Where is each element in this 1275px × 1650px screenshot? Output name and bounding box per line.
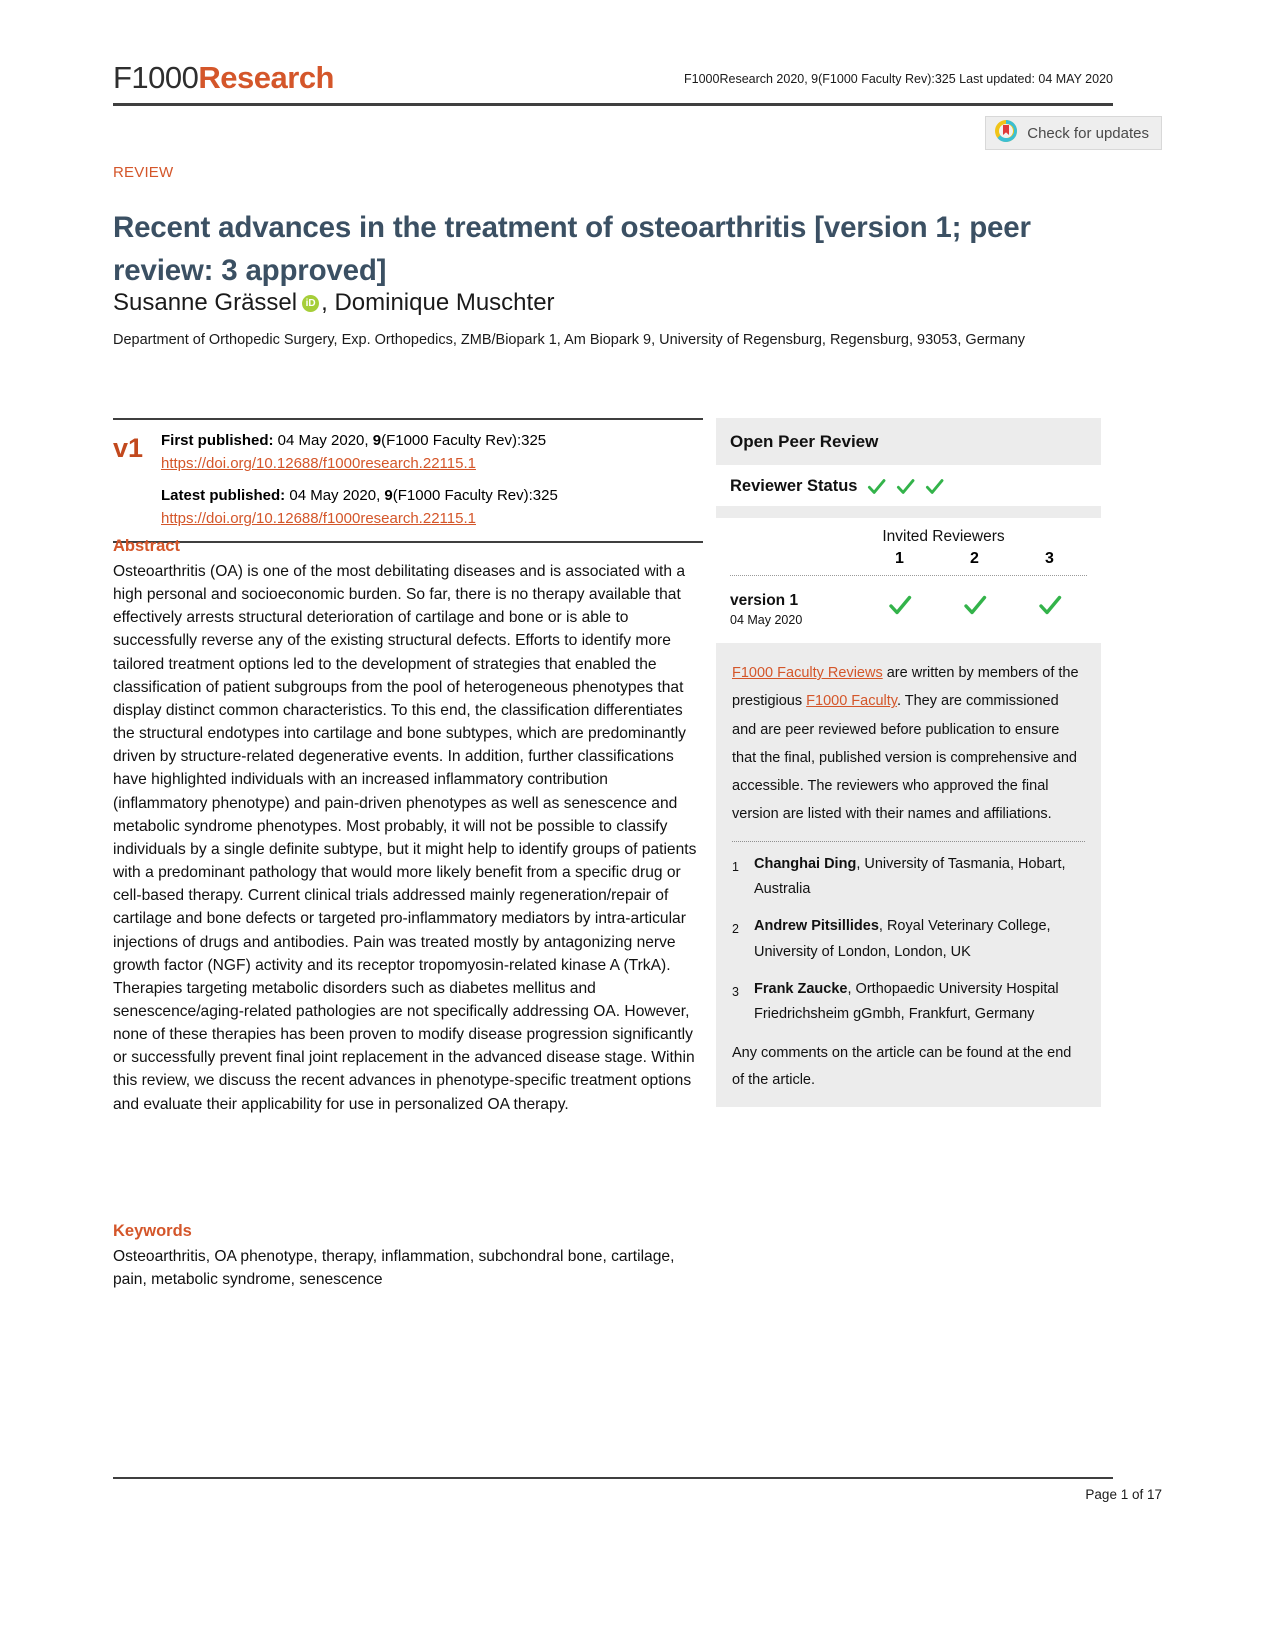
first-published-date: 04 May 2020, <box>273 432 373 449</box>
reviewer-status-row <box>716 465 1101 506</box>
first-published-doi-link[interactable]: https://doi.org/10.12688/f1000research.22115.1 <box>161 455 476 473</box>
first-published-volume: 9 <box>372 432 382 449</box>
f1000research-logo <box>113 60 334 96</box>
faculty-reviews-info <box>716 643 1101 1107</box>
footer-divider <box>113 1477 1113 1479</box>
author-name-2: , Dominique Muschter <box>321 289 555 316</box>
reviewer-column-1: 1 <box>895 550 904 567</box>
reviewer-name[interactable]: Andrew Pitsillides <box>754 918 879 935</box>
reviewer-1-status <box>862 592 937 622</box>
page-number: Page 1 of 17 <box>1085 1487 1162 1502</box>
publication-info-block <box>113 418 703 543</box>
open-peer-review-panel <box>716 418 1101 1107</box>
check-icon <box>925 477 944 496</box>
keywords-text: Osteoarthritis, OA phenotype, therapy, inflammation, subchondral bone, cartilage, pain, metabolic syndrome, senescence <box>113 1248 675 1289</box>
check-icon <box>888 593 912 617</box>
page-title: Recent advances in the treatment of osteoarthritis [version 1; peer review: 3 approved] <box>113 210 1031 287</box>
check-icon <box>1038 593 1062 617</box>
check-for-updates-label: Check for updates <box>1027 124 1149 142</box>
panel-divider <box>716 506 1101 518</box>
latest-published-issue: (F1000 Faculty Rev):325 <box>392 486 558 504</box>
latest-published-label: Latest published: <box>161 486 286 504</box>
open-peer-review-title: Open Peer Review <box>730 432 879 451</box>
logo-research-text: Research <box>198 60 334 95</box>
peer-review-footnote: Any comments on the article can be found at the end of the article. <box>732 1044 1072 1089</box>
reviewer-list <box>732 852 1085 1028</box>
f1000-faculty-reviews-link[interactable]: F1000 Faculty Reviews <box>732 665 883 681</box>
f1000-faculty-link[interactable]: F1000 Faculty <box>806 693 897 710</box>
reviewer-column-2: 2 <box>970 550 979 567</box>
list-item <box>732 852 1085 903</box>
reviewer-number-row <box>730 550 1087 576</box>
reviewer-affiliation: , Royal Veterinary College, University of London, London, UK <box>754 918 1051 960</box>
reviewer-status-label: Reviewer Status <box>730 477 858 495</box>
crossmark-icon <box>994 119 1018 148</box>
check-icon <box>867 477 886 496</box>
list-item <box>732 914 1085 965</box>
version-date: 04 May 2020 <box>730 613 803 627</box>
author-name-1: Susanne Grässel <box>113 289 298 316</box>
faculty-para-seg2: . They are commissioned and are peer reviewed before publication to ensure that the final, published version is comprehensive and accessible. The reviewers who approved the final version are listed with their names and affiliations. <box>732 693 1077 823</box>
faculty-reviews-paragraph <box>732 659 1085 829</box>
version-tag: v1 <box>113 433 144 463</box>
reviewer-affiliation: , Orthopaedic University Hospital Friedrichsheim gGmbh, Frankfurt, Germany <box>754 981 1059 1023</box>
check-icon <box>896 477 915 496</box>
reviewer-index: 3 <box>732 985 739 1000</box>
abstract-text: Osteoarthritis (OA) is one of the most debilitating diseases and is associated with a high personal and socioeconomic burden. So far, there is no therapy available that effectively arrests structural deterioration of cartilage and bone or is able to successfully reverse any of the existing structural defects. Efforts to identify more tailored treatment options led to the development of strategies that enabled the classification of patient subgroups from the pool of heterogeneous phenotypes that display distinct common characteristics. To this end, the classification differentiates the structural endotypes into cartilage and bone subtypes, which are predominantly driven by structure-related degenerative events. In addition, further classifications have highlighted individuals with an increased inflammatory contribution (inflammatory phenotype) and pain-driven phenotypes as well as senescence and metabolic syndrome phenotypes. Most probably, it will not be possible to classify individuals by a single definite subtype, but it might help to identify groups of patients with a predominant pathology that would more likely benefit from a specific drug or cell-based therapy. Current clinical trials addressed mainly regeneration/repair of cartilage and bone defects or targeted pro-inflammatory mediators by intra-articular injections of drugs and antibodies. Pain was treated mostly by antagonizing nerve growth factor (NGF) activity and its receptor tropomyosin-related kinase A (TrkA). Therapies targeting metabolic disorders such as diabetes mellitus and senescence/aging-related pathologies are not specifically addressing OA. However, none of these therapies has been proven to modify disease progression significantly or successfully prevent final joint replacement in the advanced disease stage. Within this review, we discuss the recent advances in phenotype-specific treatment options and evaluate their applicability for use in personalized OA therapy. <box>113 563 697 1113</box>
first-published-label: First published: <box>161 432 274 449</box>
table-row <box>730 576 1087 627</box>
reviewer-2-status <box>937 592 1012 622</box>
article-type-label: REVIEW <box>113 164 174 181</box>
keywords-heading: Keywords <box>113 1222 192 1240</box>
latest-published-group <box>161 484 703 531</box>
version-cell <box>730 592 862 627</box>
reviewer-name[interactable]: Changhai Ding <box>754 855 857 872</box>
open-peer-review-header <box>716 418 1101 465</box>
author-affiliation: Department of Orthopedic Surgery, Exp. Orthopedics, ZMB/Biopark 1, Am Biopark 9, University of Regensburg, Regensburg, 93053, Germany <box>113 332 1026 348</box>
page-header <box>113 60 1113 106</box>
check-for-updates-button[interactable] <box>985 116 1162 150</box>
header-citation: F1000Research 2020, 9(F1000 Faculty Rev):325 Last updated: 04 MAY 2020 <box>684 72 1113 86</box>
latest-published-doi-link[interactable]: https://doi.org/10.12688/f1000research.22115.1 <box>161 510 476 528</box>
latest-published-date: 04 May 2020, <box>285 486 385 504</box>
reviewer-name[interactable]: Frank Zaucke <box>754 981 848 998</box>
first-published-group <box>161 429 703 476</box>
reviewer-index: 2 <box>732 922 739 937</box>
abstract-heading: Abstract <box>113 537 180 555</box>
reviewer-index: 1 <box>732 859 739 874</box>
reviewer-affiliation: , University of Tasmania, Hobart, Australia <box>754 855 1066 897</box>
invited-reviewers-header: Invited Reviewers <box>882 528 1005 545</box>
reviewer-status-ticks <box>867 477 944 496</box>
orcid-icon[interactable]: iD <box>302 295 319 312</box>
reviewer-3-status <box>1012 592 1087 622</box>
dotted-divider <box>732 841 1085 842</box>
first-published-issue: (F1000 Faculty Rev):325 <box>381 432 547 449</box>
reviewer-column-3: 3 <box>1045 550 1054 567</box>
check-icon <box>963 593 987 617</box>
author-list <box>113 289 555 317</box>
table-corner-spacer <box>730 550 862 568</box>
latest-published-volume: 9 <box>384 486 393 504</box>
logo-f1000-text: F1000 <box>113 60 199 95</box>
faculty-para-seg1: are written by members of the prestigious <box>732 665 1079 710</box>
version-label: version 1 <box>730 592 799 609</box>
reviewer-status-table <box>716 518 1101 643</box>
list-item <box>732 977 1085 1028</box>
